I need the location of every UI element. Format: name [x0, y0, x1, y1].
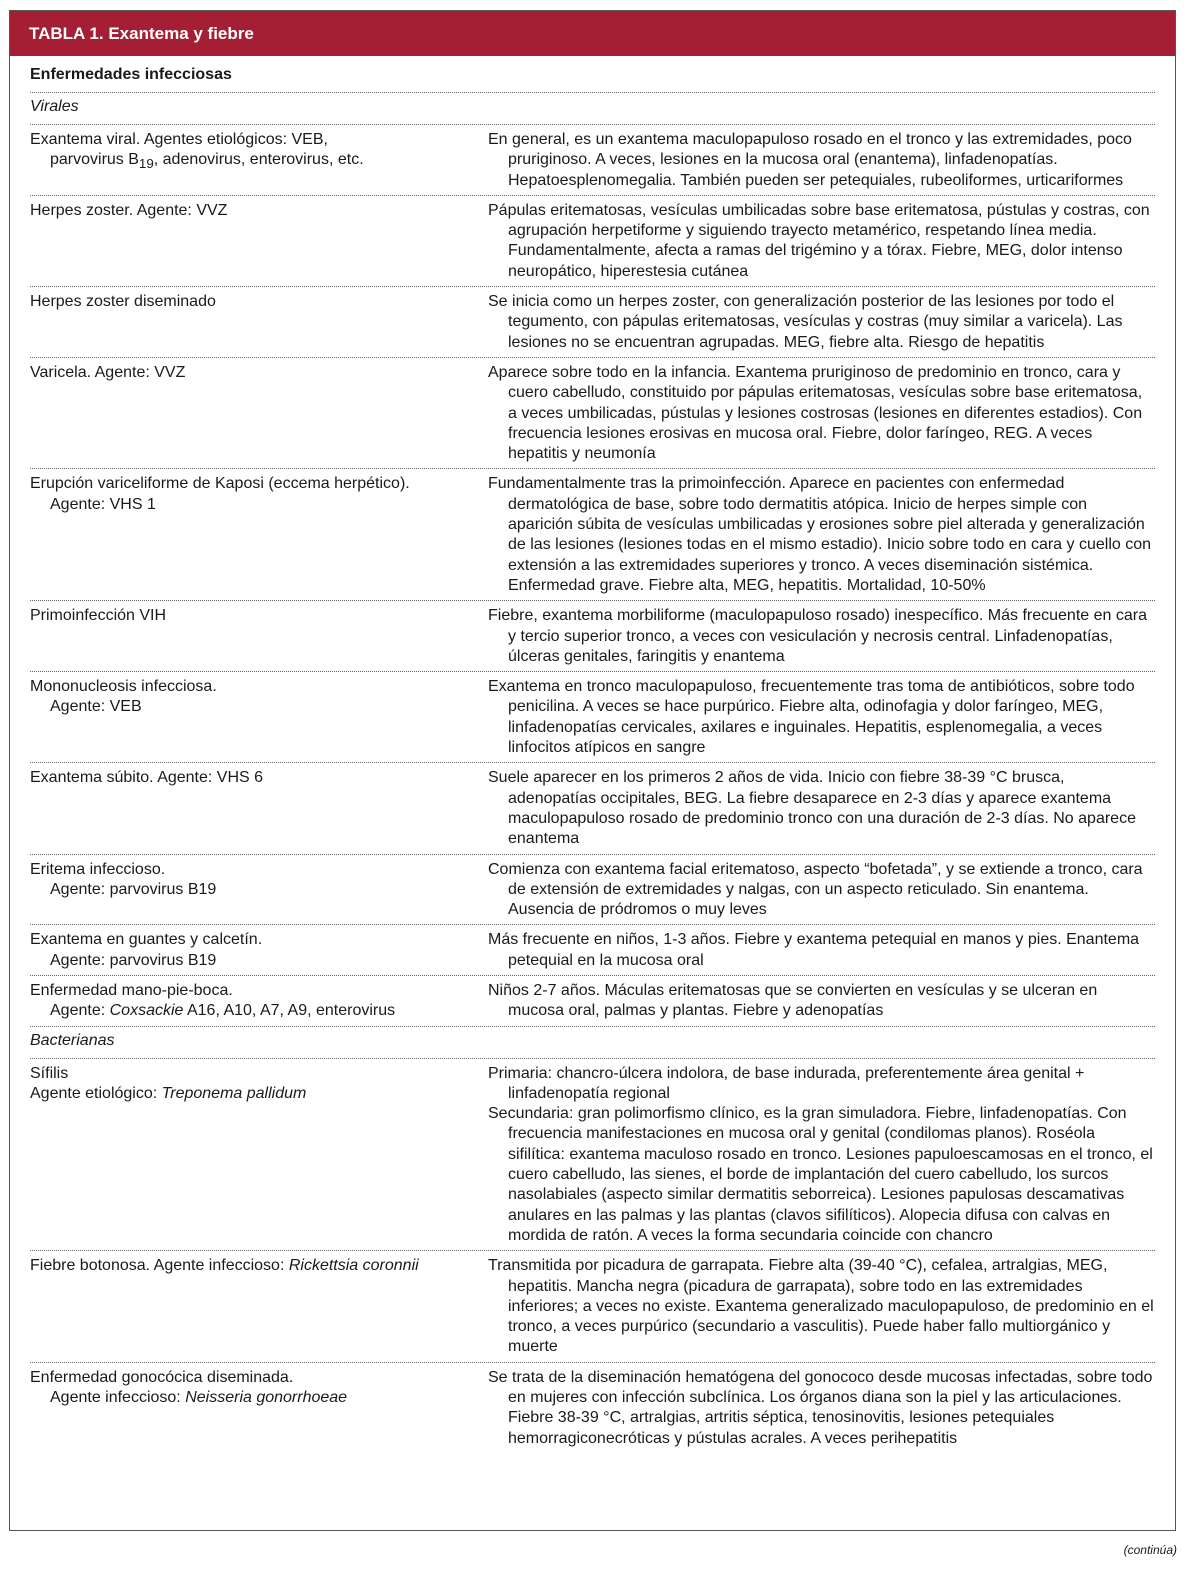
continued-note: (continúa)	[1123, 1543, 1177, 1557]
table-row	[30, 196, 1155, 287]
description-cell: Primaria: chancro-úlcera indolora, de base indurada, preferentemente área genital + linfadenopatía regional Secundaria: gran polimorfismo clínico, es la gran simuladora. Fiebre, linfadenopatías. Con frecuencia manifestaciones en mucosa oral y genital (condilomas planos). Roséola sifilítica: exantema maculoso rosado en tronco. Lesiones papuloescamosas en el tronco, el cuero cabelludo, las sienes, el borde de implantación del cuero cabelludo, los surcos nasolabiales (aspecto similar dermatitis seborreica). Lesiones papulosas descamativas anulares en las palmas y las plantas (clavos sifilíticos). Alopecia difusa con calvas en mordida de ratón. A veces la forma secundaria coincide con chancro	[488, 1064, 1153, 1244]
description-cell: Más frecuente en niños, 1-3 años. Fiebre y exantema petequial en manos y pies. Enantema petequial en la mucosa oral	[488, 931, 1140, 969]
disease-cell: Mononucleosis infecciosa. Agente: VEB	[30, 678, 217, 716]
disease-cell: Eritema infeccioso. Agente: parvovirus B19	[30, 860, 217, 898]
table-row	[30, 925, 1155, 976]
disease-cell: Enfermedad gonocócica diseminada. Agente infeccioso: Neisseria gonorrhoeae	[30, 1368, 348, 1407]
table-row	[30, 1363, 1155, 1453]
disease-cell: Herpes zoster diseminado	[30, 293, 216, 311]
table-row	[30, 469, 1155, 601]
section-heading: Enfermedades infecciosas	[30, 56, 1155, 93]
disease-cell: Fiebre botonosa. Agente infeccioso: Rickettsia coronnii	[30, 1257, 419, 1275]
table-row	[30, 358, 1155, 469]
table-row	[30, 287, 1155, 358]
description-cell: En general, es un exantema maculopapuloso rosado en el tronco y las extremidades, poco pruriginoso. A veces, lesiones en la mucosa oral (enantema), linfadenopatías. Hepatoesplenomegalia. También pueden ser petequiales, rubeoliformes, urticariformes	[488, 131, 1132, 189]
description-cell: Comienza con exantema facial eritematoso, aspecto “bofetada”, y se extiende a tronco, cara de extensión de extremidades y nalgas, con un aspecto reticulado. Sin enantema. Ausencia de pródromos o muy leves	[488, 860, 1143, 919]
table-row	[30, 1251, 1155, 1362]
disease-cell: Exantema súbito. Agente: VHS 6	[30, 769, 264, 787]
table-row	[30, 763, 1155, 854]
description-cell: Suele aparecer en los primeros 2 años de vida. Inicio con fiebre 38-39 °C brusca, adenopatías occipitales, BEG. La fiebre desaparece en 2-3 días y aparece exantema maculopapuloso rosado de predominio tronco con una duración de 2-3 días. No aparece enantema	[488, 769, 1136, 848]
table-title: TABLA 1. Exantema y fiebre	[10, 11, 1175, 56]
group-heading-bacterianas: Bacterianas	[30, 1027, 1155, 1059]
disease-cell: Exantema viral. Agentes etiológicos: VEB, parvovirus $B_{19}$, adenovirus, enterovirus, etc.	[30, 131, 364, 172]
description-cell: Se inicia como un herpes zoster, con generalización posterior de las lesiones por todo el tegumento, con pápulas eritematosas, vesículas y costras (muy similar a varicela). Las lesiones no se encuentran agrupadas. MEG, fiebre alta. Riesgo de hepatitis	[488, 293, 1123, 351]
description-cell: Exantema en tronco maculopapuloso, frecuentemente tras toma de antibióticos, sobre todo penicilina. A veces se hace purpúrico. Fiebre alta, odinofagia y dolor faríngeo, MEG, linfadenopatías cervicales, axilares e inguinales. Hepatitis, esplenomegalia, a veces linfocitos atípicos en sangre	[488, 678, 1135, 757]
table-row	[30, 672, 1155, 763]
description-cell: Niños 2-7 años. Máculas eritematosas que se convierten en vesículas y se ulceran en mucosa oral, palmas y plantas. Fiebre y adenopatías	[488, 981, 1098, 1020]
description-cell: Fiebre, exantema morbiliforme (maculopapuloso rosado) inespecífico. Más frecuente en cara y tercio superior tronco, a veces con vesiculación y necrosis central. Linfadenopatías, úlceras genitales, faringitis y enantema	[488, 607, 1147, 665]
table-container	[9, 10, 1176, 1531]
disease-cell: Primoinfección VIH	[30, 607, 167, 625]
table-row	[30, 1059, 1155, 1252]
description-cell: Pápulas eritematosas, vesículas umbilicadas sobre base eritematosa, pústulas y costras, con agrupación herpetiforme y siguiendo trayecto metamérico, respetando línea media. Fundamentalmente, afecta a ramas del trigémino y a tórax. Fiebre, MEG, dolor intenso neuropático, hiperestesia cutánea	[488, 201, 1150, 280]
disease-cell: Enfermedad mano-pie-boca. Agente: Coxsackie A16, A10, A7, A9, enterovirus	[30, 981, 396, 1020]
disease-cell: Herpes zoster. Agente: VVZ	[30, 201, 228, 219]
disease-cell: Sífilis Agente etiológico: Treponema pallidum	[30, 1064, 307, 1102]
description-cell: Transmitida por picadura de garrapata. Fiebre alta (39-40 °C), cefalea, artralgias, MEG, hepatitis. Mancha negra (picadura de garrapata), sobre todo en las extremidades inferiores; a veces no existe. Exantema generalizado maculopapuloso, de predominio en el tronco, a veces purpúrico (secundario a vasculitis). Puede haber fallo multiorgánico y muerte	[488, 1257, 1154, 1356]
table-body	[10, 56, 1175, 1453]
disease-cell: Varicela. Agente: VVZ	[30, 363, 186, 381]
disease-cell: Erupción variceliforme de Kaposi (eccema herpético). Agente: VHS 1	[30, 475, 410, 513]
disease-cell: Exantema en guantes y calcetín. Agente: parvovirus B19	[30, 931, 263, 969]
group-heading-virales: Virales	[30, 93, 1155, 125]
table-row	[30, 976, 1155, 1027]
table-row	[30, 601, 1155, 672]
description-cell: Se trata de la diseminación hematógena del gonococo desde mucosas infectadas, sobre todo en mujeres con infección subclínica. Los órganos diana son la piel y las articulaciones. Fiebre 38-39 °C, artralgias, artritis séptica, tenosinovitis, lesiones petequiales hemorragiconecróticas y pústulas acrales. A veces perihepatitis	[488, 1368, 1153, 1447]
table-row	[30, 855, 1155, 926]
table-row	[30, 125, 1155, 196]
description-cell: Fundamentalmente tras la primoinfección. Aparece en pacientes con enfermedad dermatológica de base, sobre todo dermatitis atópica. Inicio de herpes simple con aparición súbita de vesículas umbilicadas y erosiones sobre piel alterada y generalización de las lesiones (lesiones todas en el mismo estadio). Inicio sobre todo en cara y cuello con extensión a las extremidades superiores y tronco. A veces diseminación sistémica. Enfermedad grave. Fiebre alta, MEG, hepatitis. Mortalidad, 10-50%	[488, 475, 1152, 594]
description-cell: Aparece sobre todo en la infancia. Exantema pruriginoso de predominio en tronco, cara y cuero cabelludo, constituido por pápulas eritematosas, vesículas sobre base eritematosa, a veces umbilicadas, pústulas y lesiones costrosas (lesiones en diferentes estadios). Con frecuencia lesiones erosivas en mucosa oral. Fiebre, dolor faríngeo, REG. A veces hepatitis y neumonía	[488, 363, 1143, 463]
